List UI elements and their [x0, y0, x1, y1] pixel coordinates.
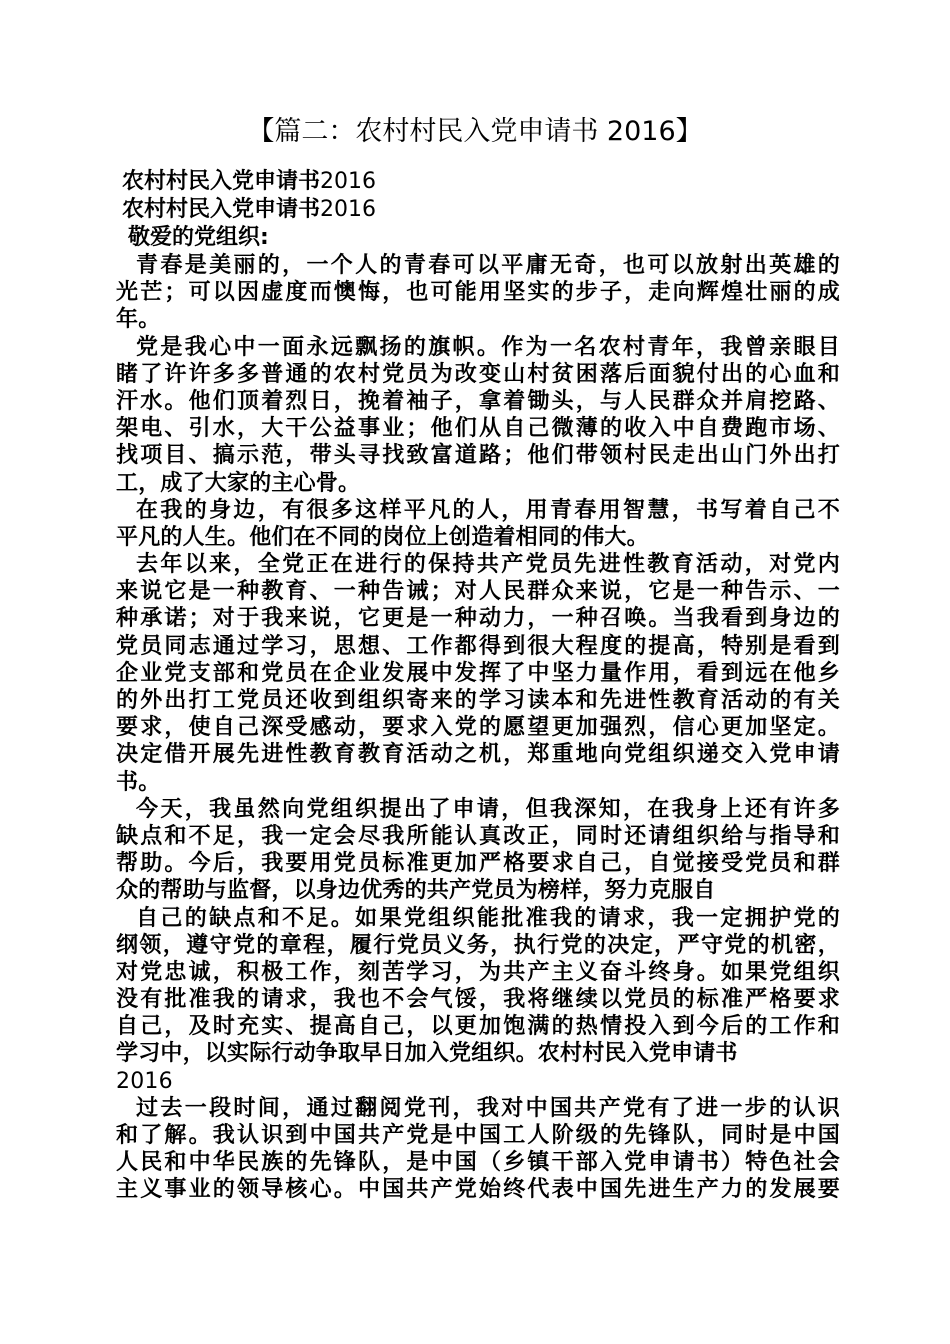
body-line: 工，成了大家的主心骨。: [116, 470, 361, 496]
body-line: 去年以来，全党正在进行的保持共产党员先进性教育活动，对党内: [116, 552, 840, 578]
subtitle-text: 农村村民入党申请书: [122, 197, 321, 222]
body-line: 的外出打工党员还收到组织寄来的学习读本和先进性教育活动的有关: [116, 688, 840, 713]
body-line: 青春是美丽的，一个人的青春可以平庸无奇，也可以放射出英雄的: [116, 253, 840, 278]
body-line: 对党忠诚，积极工作，刻苦学习，为共产主义奋斗终身。如果党组织: [116, 959, 840, 985]
body-line: 自己的缺点和不足。如果党组织能批准我的请求，我一定拥护党的: [116, 905, 840, 931]
body-line: 睹了许许多多普通的农村党员为改变山村贫困落后面貌付出的心血和: [116, 361, 840, 387]
body-line: 学习中，以实际行动争取早日加入党组织。农村村民入党申请书: [116, 1041, 738, 1067]
body-line: 在我的身边，有很多这样平凡的人，用青春用智慧，书写着自己不: [116, 497, 840, 523]
body-line: 企业党支部和党员在企业发展中发挥了中坚力量作用，看到远在他乡: [116, 660, 840, 686]
document-title: 【篇二：农村村民入党申请书 2016】: [247, 116, 703, 147]
body-line: 缺点和不足，我一定会尽我所能认真改正，同时还请组织给与指导和: [116, 823, 840, 849]
body-line: 年。: [116, 307, 161, 333]
body-line: 主义事业的领导核心。中国共产党始终代表中国先进生产力的发展要: [116, 1177, 840, 1203]
body-line: 众的帮助与监督，以身边优秀的共产党员为榜样，努力克服自: [116, 878, 716, 904]
body-line: 要求，使自己深受感动，要求入党的愿望更加强烈，信心更加坚定。: [116, 715, 840, 741]
body-line: 今天，我虽然向党组织提出了申请，但我深知，在我身上还有许多: [116, 796, 840, 822]
body-line: 和了解。我认识到中国共产党是中国工人阶级的先锋队，同时是中国: [116, 1123, 840, 1148]
body-line: 种承诺；对于我来说，它更是一种动力，一种召唤。当我看到身边的: [116, 606, 840, 632]
body-line: 纲领，遵守党的章程，履行党员义务，执行党的决定，严守党的机密，: [116, 932, 840, 958]
body-line: 书。: [116, 769, 161, 795]
body-line: 来说它是一种教育、一种告诫；对人民群众来说，它是一种告示、一: [116, 579, 840, 605]
body-line: 2016: [116, 1068, 173, 1094]
body-line: 光芒；可以因虚度而懊悔，也可能用坚实的步子，走向辉煌壮丽的成: [116, 280, 840, 306]
letter-body: [116, 252, 840, 1204]
document-subtitle: [122, 168, 376, 196]
body-line: 帮助。今后，我要用党员标准更加严格要求自己，自觉接受党员和群: [116, 851, 840, 877]
document-subtitle-repeat: [122, 196, 376, 224]
body-line: 人民和中华民族的先锋队，是中国（乡镇干部入党申请书）特色社会: [116, 1150, 840, 1176]
body-line: 没有批准我的请求，我也不会气馁，我将继续以党员的标准严格要求: [116, 987, 840, 1013]
body-line: 找项目、搞示范，带头寻找致富道路；他们带领村民走出山门外出打: [116, 443, 840, 469]
body-line: 党是我心中一面永远飘扬的旗帜。作为一名农村青年，我曾亲眼目: [116, 334, 840, 360]
subtitle-year: 2016: [320, 197, 377, 222]
subtitle-year: 2016: [320, 169, 377, 194]
body-line: 架电、引水，大干公益事业；他们从自己微薄的收入中自费跑市场、: [116, 416, 840, 442]
body-line: 平凡的人生。他们在不同的岗位上创造着相同的伟大。: [116, 524, 649, 550]
body-line: 党员同志通过学习，思想、工作都得到很大程度的提高，特别是看到: [116, 633, 840, 659]
salutation: 敬爱的党组织:: [128, 225, 269, 250]
body-line: 决定借开展先进性教育教育活动之机，郑重地向党组织递交入党申请: [116, 742, 840, 768]
subtitle-text: 农村村民入党申请书: [122, 169, 321, 194]
body-line: 过去一段时间，通过翻阅党刊，我对中国共产党有了进一步的认识: [116, 1095, 840, 1121]
body-line: 汗水。他们顶着烈日，挽着袖子，拿着锄头，与人民群众并肩挖路、: [116, 388, 840, 414]
body-line: 自己，及时充实、提高自己，以更加饱满的热情投入到今后的工作和: [116, 1014, 840, 1040]
